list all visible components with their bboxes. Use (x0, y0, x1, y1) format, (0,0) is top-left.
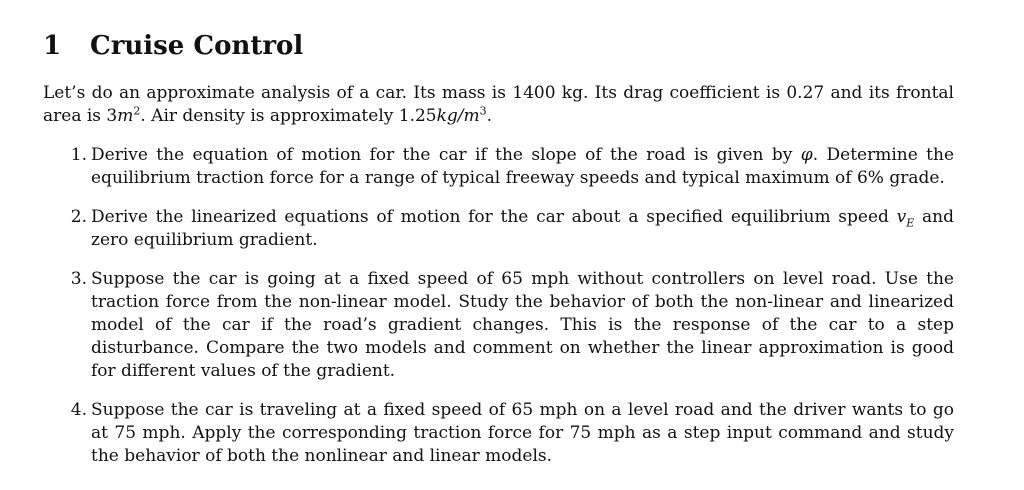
section-number: 1 (43, 31, 62, 61)
area-variable: m (117, 106, 134, 126)
item-number: 4. (70, 400, 87, 420)
item-text-part: Derive the equation of motion for the car if the slope of the road is given by (91, 145, 801, 165)
task-list (43, 144, 954, 468)
item-number: 3. (70, 269, 87, 289)
list-item (43, 144, 954, 190)
list-item (43, 268, 954, 383)
list-item (43, 399, 954, 468)
intro-text-1: Let’s do an approximate analysis of a car. Its mass is 1400 kg. Its drag coefficient is 0.27 and its frontal area is 3 (43, 83, 954, 126)
speed-subscript: E (906, 216, 915, 230)
list-item (43, 206, 954, 252)
item-number: 1. (70, 145, 87, 165)
speed-variable: v (896, 207, 907, 227)
section-title: Cruise Control (90, 31, 304, 61)
section-heading (43, 30, 954, 62)
item-text: Suppose the car is going at a fixed speed of 65 mph without controllers on level road. Use the traction force from the non-linear model. Study the behavior of both the non-linear and linearized model of the car if the road’s gradient changes. This is the response of the car to a step disturbance. Compare the two models and comment on whether the linear approximation is good for different values of the gradient. (91, 269, 954, 381)
intro-text-3: . (486, 106, 493, 126)
item-text (91, 206, 954, 252)
item-text-part: . Determine the equilibrium traction force for a range of typical freeway speeds and typical maximum of 6% grade. (91, 145, 955, 188)
intro-paragraph (43, 82, 954, 128)
item-text-part: Derive the linearized equations of motion for the car about a specified equilibrium speed (91, 207, 897, 227)
item-text: Suppose the car is traveling at a fixed speed of 65 mph on a level road and the driver wants to go at 75 mph. Apply the corresponding traction force for 75 mph as a step input command and study the behavior of both the nonlinear and linear models. (91, 400, 954, 466)
density-unit: kg/m (436, 106, 480, 126)
intro-text-2: . Air density is approximately 1.25 (140, 106, 437, 126)
area-exponent: 2 (133, 104, 141, 118)
item-text (91, 144, 954, 190)
item-text-part: and zero equilibrium gradient. (91, 207, 954, 250)
slope-symbol: φ (800, 145, 813, 165)
item-number: 2. (70, 207, 87, 227)
density-exponent: 3 (479, 104, 487, 118)
